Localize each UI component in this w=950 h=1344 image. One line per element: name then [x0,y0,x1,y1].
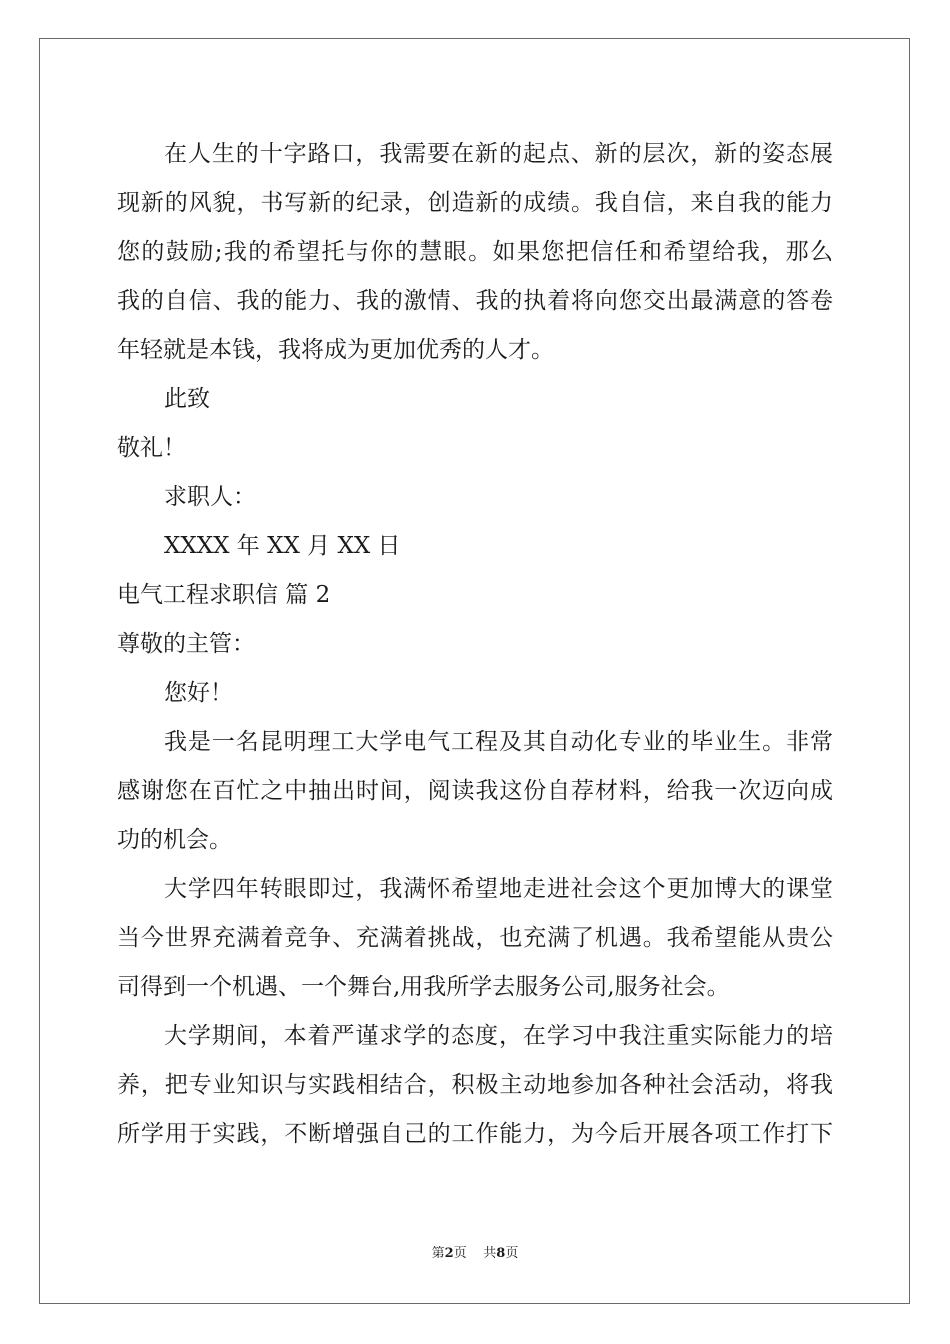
paragraph-line: 大学四年转眼即过，我满怀希望地走进社会这个更加博大的课堂 [164,876,833,902]
greeting: 您好！ [164,680,233,706]
paragraph-line: 大学期间，本着严谨求学的态度，在学习中我注重实际能力的培 [164,1023,833,1049]
paragraph-line: 在人生的十字路口，我需要在新的起点、新的层次，新的姿态展 [164,141,833,167]
page-label-prefix: 第 [431,1246,445,1261]
paragraph-line: 我是一名昆明理工大学电气工程及其自动化专业的毕业生。非常 [164,729,833,755]
total-label-suffix: 页 [505,1246,519,1261]
date-line: XXXX 年 XX 月 XX 日 [164,533,401,559]
greeting-recipient: 尊敬的主管： [117,631,255,657]
paragraph-line: 功的机会。 [117,827,232,853]
paragraph-line: 当今世界充满着竞争、充满着挑战，也充满了机遇。我希望能从贵公 [117,925,833,951]
paragraph-line: 司得到一个机遇、一个舞台,用我所学去服务公司,服务社会。 [117,974,730,1000]
paragraph-line: 我的自信、我的能力、我的激情、我的执着将向您交出最满意的答卷 [117,288,833,314]
closing-regards: 敬礼！ [117,435,186,461]
paragraph-line: 所学用于实践，不断增强自己的工作能力，为今后开展各项工作打下 [117,1121,833,1147]
paragraph-line: 年轻就是本钱，我将成为更加优秀的人才。 [117,337,554,363]
paragraph-line: 养，把专业知识与实践相结合，积极主动地参加各种社会活动，将我 [117,1072,833,1098]
total-page-count: 8 [496,1246,506,1261]
page-label-suffix: 页 [453,1246,467,1261]
total-label-prefix: 共 [483,1246,497,1261]
paragraph-line: 感谢您在百忙之中抽出时间，阅读我这份自荐材料，给我一次迈向成 [117,778,833,804]
current-page-number: 2 [444,1246,454,1261]
paragraph-line: 现新的风貌，书写新的纪录，创造新的成绩。我自信，来自我的能力 [117,190,833,216]
applicant-label: 求职人： [164,484,256,510]
section-heading: 电气工程求职信 篇 2 [117,582,331,608]
closing-salutation: 此致 [164,386,210,412]
page-footer [0,1244,950,1264]
paragraph-line: 您的鼓励;我的希望托与你的慧眼。如果您把信任和希望给我，那么 [117,239,833,265]
document-body [117,130,833,1159]
